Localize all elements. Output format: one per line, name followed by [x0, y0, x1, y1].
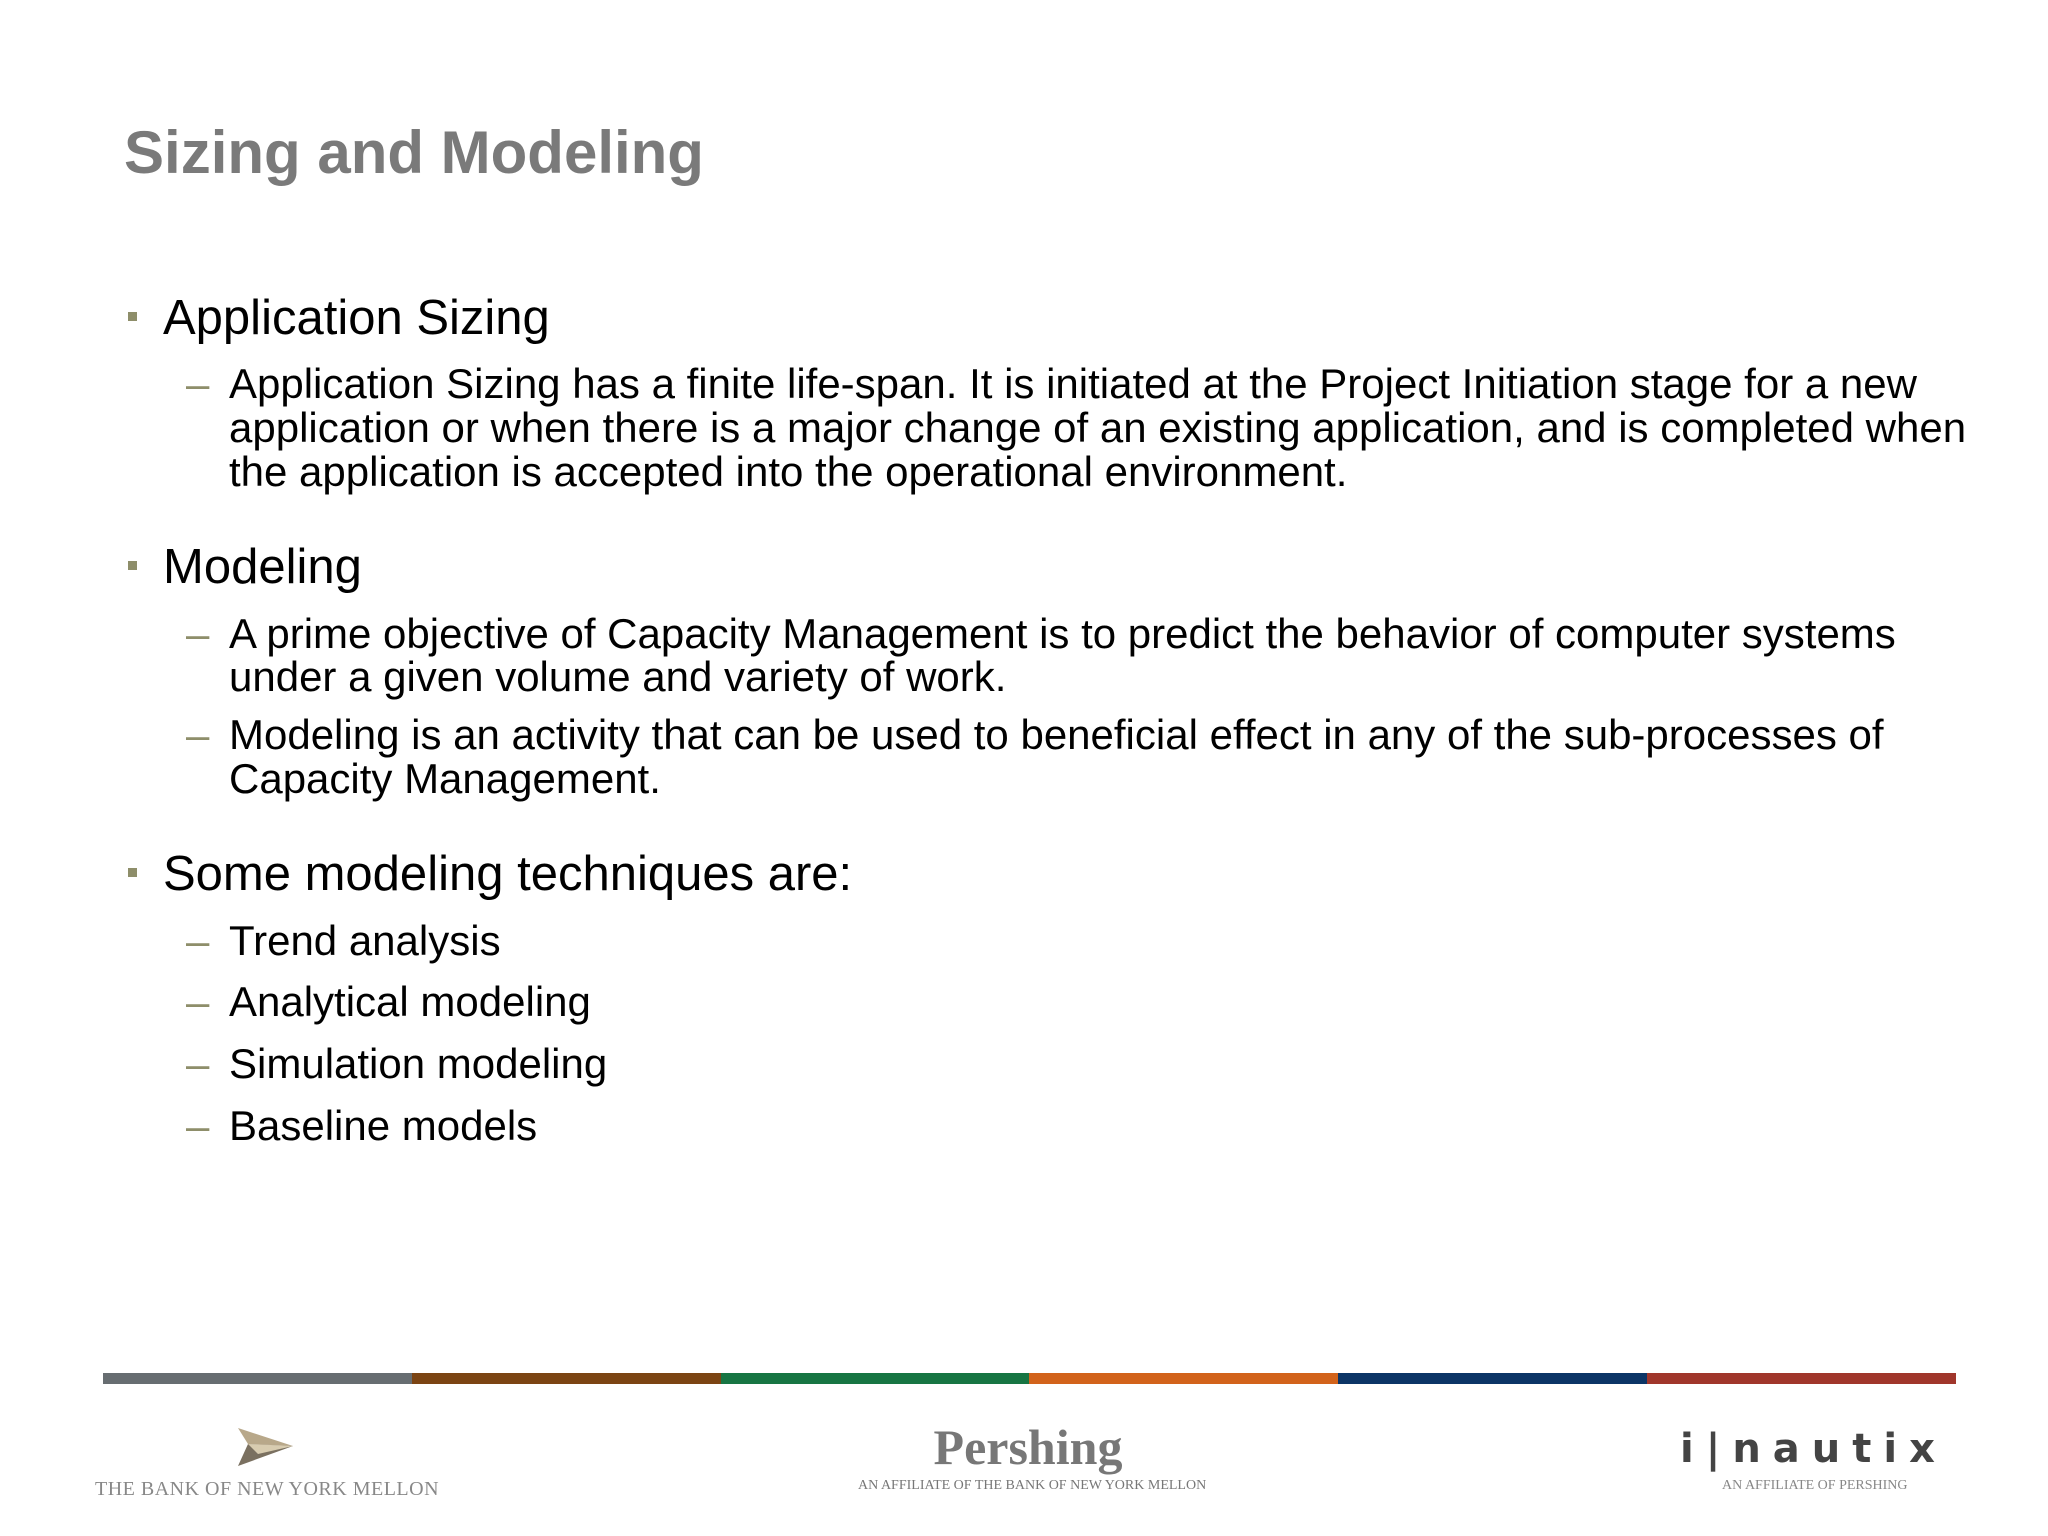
sub-bullet-text: Modeling is an activity that can be used to beneficial effect in any of the sub-processes of Capacity Management. — [229, 711, 1884, 802]
dash-icon: – — [186, 1101, 210, 1149]
footer-color-bar — [103, 1373, 1956, 1384]
dash-icon: – — [186, 1040, 210, 1088]
sub-bullet-text: Baseline models — [229, 1101, 538, 1149]
bullet-application-sizing — [124, 290, 1984, 346]
square-bullet-icon — [128, 561, 137, 570]
square-bullet-icon — [128, 868, 137, 877]
bullet-modeling — [124, 539, 1984, 595]
sub-bullet — [124, 609, 1984, 701]
sub-bullet-text: Simulation modeling — [229, 1040, 608, 1088]
color-segment — [721, 1373, 1030, 1384]
sub-bullet-text: Trend analysis — [229, 916, 501, 964]
pershing-logo — [858, 1418, 1207, 1508]
sub-bullet-text: Application Sizing has a finite life-span. It is initiated at the Project Initiation stage for a new application or when there is a major change of an existing application, and is completed when the application is accepted into the operational environment. — [229, 360, 1967, 495]
dash-icon: – — [186, 711, 210, 759]
color-segment — [1029, 1373, 1338, 1384]
bny-logo-text: THE BANK OF NEW YORK MELLON — [95, 1478, 440, 1500]
dash-icon: – — [186, 978, 210, 1026]
inautix-logo — [1680, 1426, 1970, 1506]
sub-bullet — [124, 916, 1984, 964]
bullet-text: Modeling — [163, 540, 362, 595]
sub-bullet — [124, 713, 1984, 800]
inautix-logo-name: i|nautix — [1680, 1426, 1947, 1472]
sub-bullet-text: Analytical modeling — [229, 978, 591, 1026]
pershing-logo-name: Pershing — [933, 1419, 1123, 1475]
sub-bullet — [124, 362, 1984, 493]
dash-icon: – — [186, 916, 210, 964]
sub-bullet — [124, 1042, 1984, 1086]
color-segment — [103, 1373, 412, 1384]
dash-icon: – — [186, 609, 210, 657]
bny-arrow-icon — [238, 1428, 298, 1468]
inautix-logo-tagline: AN AFFILIATE OF PERSHING — [1722, 1478, 1908, 1493]
color-segment — [1338, 1373, 1647, 1384]
bny-mellon-logo — [95, 1426, 440, 1506]
square-bullet-icon — [128, 312, 137, 321]
color-segment — [1647, 1373, 1956, 1384]
sub-bullet-text: A prime objective of Capacity Management is to predict the behavior of computer systems under a given volume and variety of work. — [229, 609, 1896, 701]
sub-bullet — [124, 980, 1984, 1024]
dash-icon: – — [186, 360, 210, 408]
slide-content — [124, 290, 1984, 1147]
bullet-text: Some modeling techniques are: — [163, 847, 853, 902]
bullet-text: Application Sizing — [163, 291, 550, 345]
color-segment — [412, 1373, 721, 1384]
slide-title: Sizing and Modeling — [124, 119, 704, 186]
sub-bullet — [124, 1101, 1984, 1149]
bullet-modeling-techniques — [124, 846, 1984, 902]
pershing-logo-tagline: AN AFFILIATE OF THE BANK OF NEW YORK MELLON — [858, 1478, 1207, 1493]
